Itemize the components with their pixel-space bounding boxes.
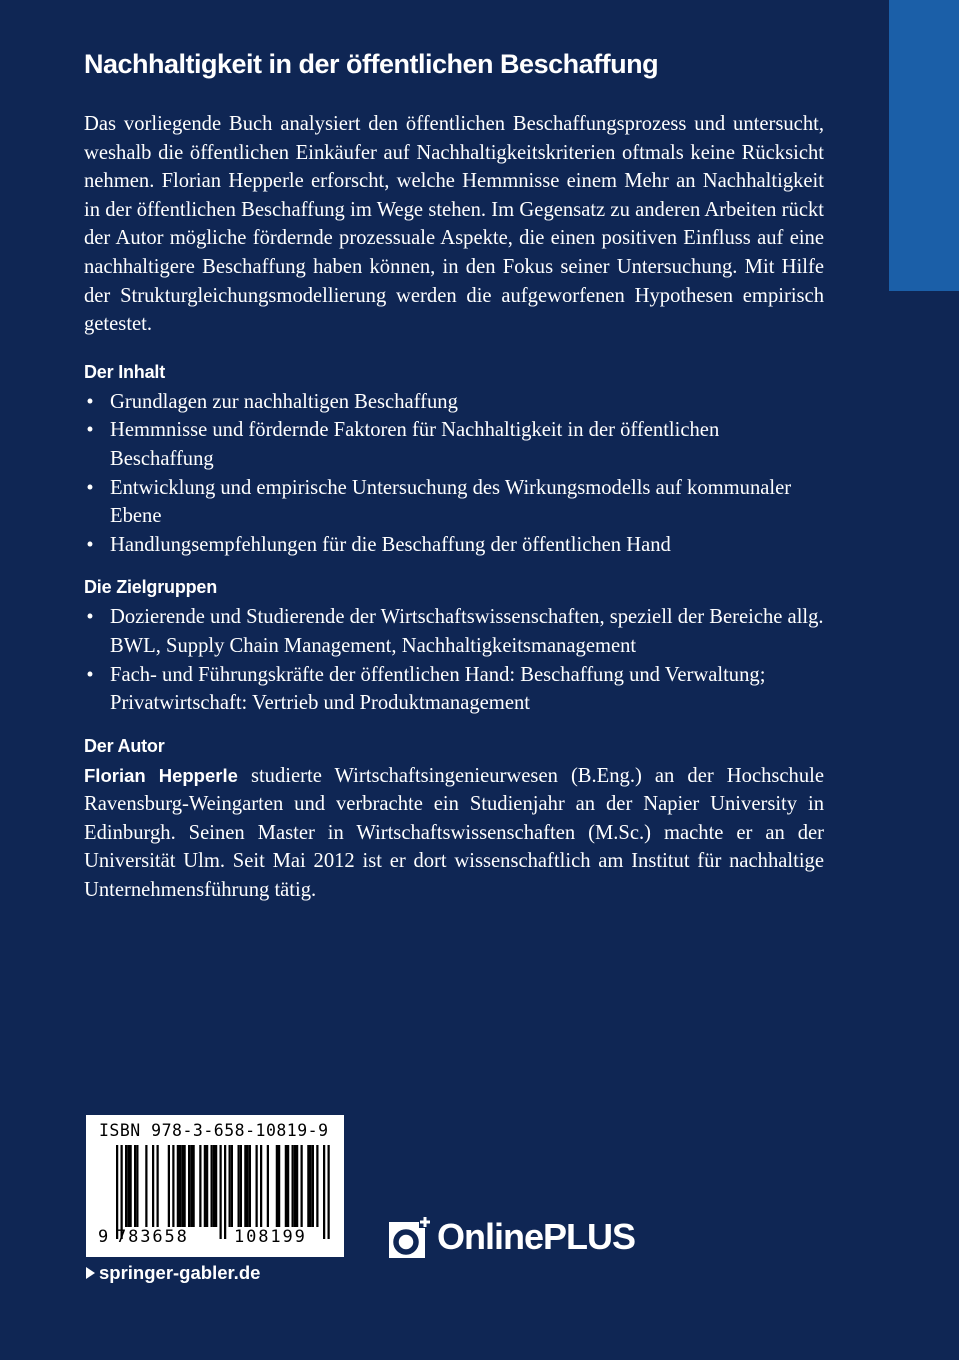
barcode-bar <box>190 1145 192 1227</box>
inhalt-heading: Der Inhalt <box>84 361 166 382</box>
barcode-bar <box>204 1145 206 1227</box>
barcode-bar <box>213 1145 215 1227</box>
online-plus-label: OnlinePLUS <box>437 1216 636 1257</box>
ean-first-digit: 9 <box>98 1227 109 1247</box>
barcode-bar <box>276 1145 278 1227</box>
bullet-icon: • <box>86 663 94 686</box>
barcode-bar <box>310 1145 312 1227</box>
online-plus-icon <box>389 1216 431 1258</box>
barcode-bar <box>287 1145 289 1227</box>
barcode-bar <box>267 1145 269 1227</box>
inhalt-list <box>84 388 824 560</box>
list-item <box>84 416 824 473</box>
barcode-bar <box>231 1145 233 1227</box>
barcode-bar <box>184 1145 186 1227</box>
list-item-text: Handlungsempfehlungen für die Beschaffung der öffentlichen Hand <box>110 533 671 556</box>
bullet-icon: • <box>86 390 94 413</box>
list-item <box>84 474 824 531</box>
barcode-bar <box>127 1145 129 1227</box>
barcode-bar <box>294 1145 296 1227</box>
barcode-guard-bar <box>116 1145 118 1239</box>
barcode-bar <box>168 1145 170 1227</box>
arrow-right-icon <box>86 1267 95 1279</box>
zielgruppen-list <box>84 603 824 717</box>
publisher-url: springer-gabler.de <box>99 1262 261 1283</box>
book-description: Das vorliegende Buch analysiert den öffentlichen Beschaffungsprozess und untersucht, weshalb die öffentlichen Einkäufer auf Nachhaltigkeitskriterien oftmals keine Rücksicht nehmen. Florian Hepperle erforscht, welche Hemmnisse einem Mehr an Nachhaltigkeit in der öffentlichen Beschaffung im Wege stehen. Im Gegensatz zu anderen Arbeiten rückt der Autor mögliche fördernde prozessuale Aspekte, die einen positiven Einfluss auf eine nachhaltigere Beschaffung haben können, in den Fokus seiner Untersuchung. Mit Hilfe der Strukturgleichungsmodellierung werden die aufgeworfenen Hypothesen empirisch getestet. <box>84 113 824 336</box>
list-item <box>84 603 824 660</box>
list-item-text: Fach- und Führungskräfte der öffentlichen Hand: Beschaffung und Verwaltung; Privatwirtschaft: Vertrieb und Produktmanagement <box>110 663 766 715</box>
list-item <box>84 531 824 560</box>
ean-right-group: 108199 <box>234 1227 307 1247</box>
barcode-guard-bar <box>323 1145 325 1239</box>
barcode-bar <box>247 1145 249 1227</box>
barcode-bar <box>152 1145 154 1227</box>
barcode-bar <box>177 1145 179 1227</box>
barcode-bar <box>211 1145 213 1227</box>
barcode-bar <box>229 1145 231 1227</box>
list-item <box>84 661 824 718</box>
barcode-bar <box>296 1145 298 1227</box>
barcode-bar <box>136 1145 138 1227</box>
barcode-bar <box>188 1145 190 1227</box>
publisher-link[interactable] <box>86 1262 260 1284</box>
bullet-icon: • <box>86 476 94 499</box>
barcode-bar <box>240 1145 242 1227</box>
bullet-icon: • <box>86 533 94 556</box>
barcode-bar <box>179 1145 181 1227</box>
barcode-bar <box>199 1145 201 1227</box>
barcode-bar <box>278 1145 280 1227</box>
barcode-bar <box>157 1145 159 1227</box>
barcode-guard-bar <box>121 1145 123 1239</box>
author-bio <box>84 762 824 905</box>
barcode-bar <box>260 1145 262 1227</box>
author-bio-text: studierte Wirtschaftsingenieurwesen (B.Eng.) an der Hochschule Ravensburg-Weingarten und verbrachte ein Studienjahr an der Napier University in Edinburgh. Seinen Master in Wirtschaftswissenschaften (M.Sc.) machte er an der Universität Ulm. Seit Mai 2012 ist er dort wissenschaftlich am Institut für nachhaltige Unternehmensführung tätig. <box>84 764 824 902</box>
barcode-bar <box>172 1145 174 1227</box>
isbn-label: ISBN 978-3-658-10819-9 <box>99 1121 329 1140</box>
barcode-bar <box>307 1145 309 1227</box>
barcode-bar <box>130 1145 132 1227</box>
barcode-bar <box>285 1145 287 1227</box>
barcode-bar <box>215 1145 217 1227</box>
cover-text-block <box>84 44 824 905</box>
barcode-bar <box>206 1145 208 1227</box>
barcode-bar <box>145 1145 147 1227</box>
online-plus-logo <box>389 1215 635 1259</box>
barcode-bar <box>134 1145 136 1227</box>
list-item-text: Hemmnisse und fördernde Faktoren für Nachhaltigkeit in der öffentlichen Beschaffung <box>110 419 720 470</box>
side-color-tab <box>889 0 959 291</box>
list-item-text: Grundlagen zur nachhaltigen Beschaffung <box>110 390 458 413</box>
barcode-bar <box>193 1145 195 1227</box>
barcode-bar <box>292 1145 294 1227</box>
barcode-guard-bar <box>220 1145 222 1239</box>
barcode-bar <box>181 1145 183 1227</box>
list-item <box>84 388 824 417</box>
barcode-bar <box>316 1145 318 1227</box>
barcode-guard-bar <box>328 1145 330 1239</box>
barcode-bar <box>238 1145 240 1227</box>
barcode-bar <box>312 1145 314 1227</box>
author-name: Florian Hepperle <box>84 764 238 786</box>
isbn-barcode <box>86 1115 344 1257</box>
autor-heading: Der Autor <box>84 735 165 756</box>
list-item-text: Entwicklung und empirische Untersuchung des Wirkungsmodells auf kommunaler Ebene <box>110 476 792 528</box>
list-item-text: Dozierende und Studierende der Wirtschaftswissenschaften, speziell der Bereiche allg. BWL, Supply Chain Management, Nachhaltigkeitsmanagement <box>110 606 824 657</box>
book-title: Nachhaltigkeit in der öffentlichen Beschaffung <box>84 49 659 79</box>
barcode-guard-bar <box>224 1145 226 1239</box>
barcode-bar <box>256 1145 258 1227</box>
barcode-bar <box>249 1145 251 1227</box>
bullet-icon: • <box>86 606 94 629</box>
zielgruppen-heading: Die Zielgruppen <box>84 577 218 598</box>
ean-left-group: 783658 <box>116 1227 189 1247</box>
barcode-bar <box>301 1145 303 1227</box>
barcode-bar <box>244 1145 246 1227</box>
bullet-icon: • <box>86 419 94 442</box>
barcode-bar <box>125 1145 127 1227</box>
